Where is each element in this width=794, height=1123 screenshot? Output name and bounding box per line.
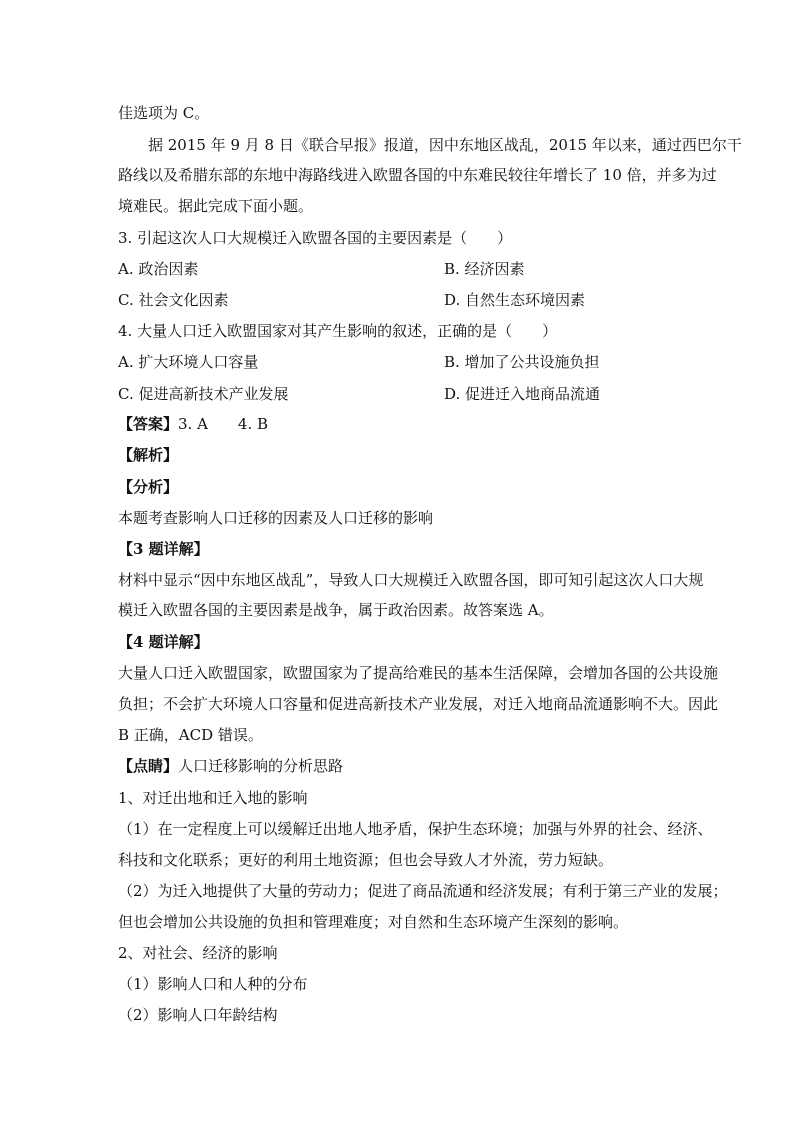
answer-text: 3. A 4. B: [178, 415, 269, 433]
q4-option-b: B. 增加了公共设施负担: [444, 353, 600, 371]
q4-option-c: C. 促进高新技术产业发展: [118, 385, 289, 403]
point-2: 2、对社会、经济的影响: [118, 944, 278, 962]
q3-detail-line: 模迁入欧盟各国的主要因素是战争，属于政治因素。故答案选 A。: [118, 601, 554, 619]
point-1: 1、对迁出地和迁入地的影响: [118, 789, 308, 807]
fenxi-heading: 【分析】: [118, 478, 179, 496]
q4-detail-heading: 【4 题详解】: [118, 633, 209, 651]
point-1-1-line: 科技和文化联系；更好的利用土地资源；但也会导致人才外流，劳力短缺。: [118, 851, 614, 869]
q4-detail-line: 大量人口迁入欧盟国家，欧盟国家为了提高给难民的基本生活保障，会增加各国的公共设施: [118, 664, 719, 682]
passage-line: 路线以及希腊东部的东地中海路线进入欧盟各国的中东难民较往年增长了 10 倍，并多为过: [118, 166, 717, 184]
analysis-heading: 【解析】: [118, 446, 179, 464]
q4-option-d: D. 促进迁入地商品流通: [444, 385, 601, 403]
fenxi-text: 本题考查影响人口迁移的因素及人口迁移的影响: [118, 509, 434, 527]
dianjing-text: 人口迁移影响的分析思路: [178, 757, 344, 775]
question-4: 4. 大量人口迁入欧盟国家对其产生影响的叙述，正确的是（ ）: [118, 322, 558, 340]
dianjing-line: [118, 756, 343, 776]
passage-line: 据 2015 年 9 月 8 日《联合早报》报道，因中东地区战乱，2015 年以来，通过西巴尔干: [148, 136, 742, 154]
point-2-1: （1）影响人口和人种的分布: [118, 975, 308, 993]
q4-detail-line: 负担；不会扩大环境人口容量和促进高新技术产业发展，对迁入地商品流通影响不大。因此: [118, 695, 719, 713]
q4-detail-line: B 正确，ACD 错误。: [118, 726, 263, 744]
q3-option-c: C. 社会文化因素: [118, 291, 229, 309]
point-2-2: （2）影响人口年龄结构: [118, 1006, 278, 1024]
q3-option-a: A. 政治因素: [118, 260, 199, 278]
point-1-2-line: 但也会增加公共设施的负担和管理难度；对自然和生态环境产生深刻的影响。: [118, 913, 629, 931]
q3-detail-heading: 【3 题详解】: [118, 540, 209, 558]
q3-detail-line: 材料中显示“因中东地区战乱”，导致人口大规模迁入欧盟各国，即可知引起这次人口大规: [118, 571, 704, 589]
q3-option-d: D. 自然生态环境因素: [444, 291, 586, 309]
answer-label: 【答案】: [118, 415, 179, 433]
passage-line: 境难民。据此完成下面小题。: [118, 197, 314, 215]
point-1-1-line: （1）在一定程度上可以缓解迁出地人地矛盾，保护生态环境；加强与外界的社会、经济、: [118, 820, 713, 838]
point-1-2-line: （2）为迁入地提供了大量的劳动力；促进了商品流通和经济发展；有利于第三产业的发展；: [118, 882, 728, 900]
q4-option-a: A. 扩大环境人口容量: [118, 353, 259, 371]
q3-option-b: B. 经济因素: [444, 260, 525, 278]
answer-line: [118, 414, 268, 434]
text-line: 佳选项为 C。: [118, 104, 210, 122]
question-3: 3. 引起这次人口大规模迁入欧盟各国的主要因素是（ ）: [118, 229, 513, 247]
dianjing-label: 【点睛】: [118, 757, 179, 775]
